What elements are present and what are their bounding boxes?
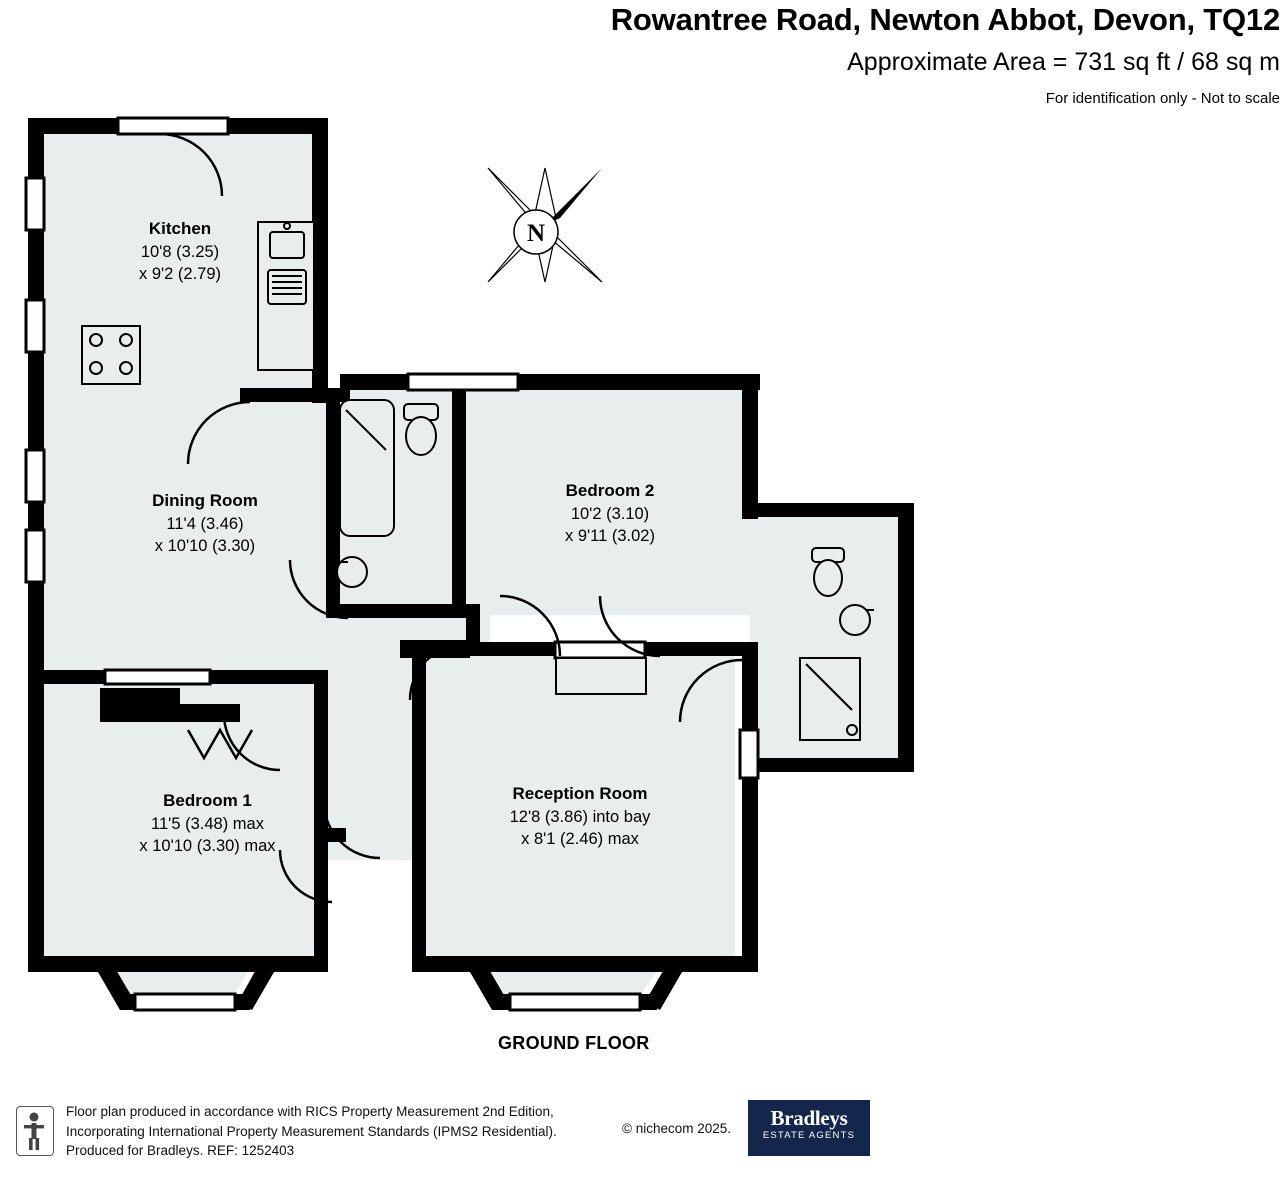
compass-rose [480, 160, 610, 290]
footer-line-3: Produced for Bradleys. REF: 1252403 [66, 1143, 295, 1159]
room-label-dining-room [100, 490, 310, 557]
accessibility-icon [16, 1106, 54, 1156]
room-dim-1: 11'5 (3.48) max [151, 814, 264, 833]
room-dim-2: x 10'10 (3.30) max [139, 837, 276, 856]
room-dim-2: x 9'11 (3.02) [565, 527, 655, 546]
footer-disclaimer [66, 1102, 557, 1161]
room-name: Kitchen [148, 219, 212, 238]
room-dim-1: 12'8 (3.86) into bay [509, 807, 651, 826]
room-dim-1: 10'8 (3.25) [140, 242, 220, 261]
room-name: Bedroom 2 [565, 481, 655, 500]
brand-subtitle: ESTATE AGENTS [762, 1130, 856, 1141]
footer-line-1: Floor plan produced in accordance with RICS Property Measurement 2nd Edition, [66, 1104, 554, 1119]
room-name: Reception Room [512, 784, 648, 803]
approximate-area: Approximate Area = 731 sq ft / 68 sq m [847, 48, 1280, 76]
floor-plan [0, 110, 960, 1070]
room-dim-1: 11'4 (3.46) [166, 514, 244, 533]
compass-letter-n: N [526, 220, 546, 247]
identification-note: For identification only - Not to scale [1045, 90, 1280, 107]
room-label-bedroom-1 [85, 790, 330, 857]
footer [0, 1100, 1288, 1185]
room-name: Dining Room [152, 491, 258, 510]
room-dim-1: 10'2 (3.10) [570, 504, 650, 523]
room-name: Bedroom 1 [163, 791, 252, 810]
brand-name: Bradleys [770, 1106, 848, 1130]
room-label-bedroom-2 [510, 480, 710, 547]
footer-line-2: Incorporating International Property Measurement Standards (IPMS2 Residential). [66, 1123, 557, 1139]
room-dim-2: x 10'10 (3.30) [154, 537, 256, 556]
copyright-text: © nichecom 2025. [622, 1121, 732, 1136]
page-title: Rowantree Road, Newton Abbot, Devon, TQ12 [610, 2, 1280, 37]
room-dim-2: x 8'1 (2.46) max [521, 830, 639, 849]
brand-logo [748, 1100, 870, 1156]
floor-level-label: GROUND FLOOR [498, 1033, 650, 1053]
room-label-kitchen [90, 218, 270, 285]
room-dim-2: x 9'2 (2.79) [138, 265, 222, 284]
room-label-reception-room [450, 783, 710, 850]
